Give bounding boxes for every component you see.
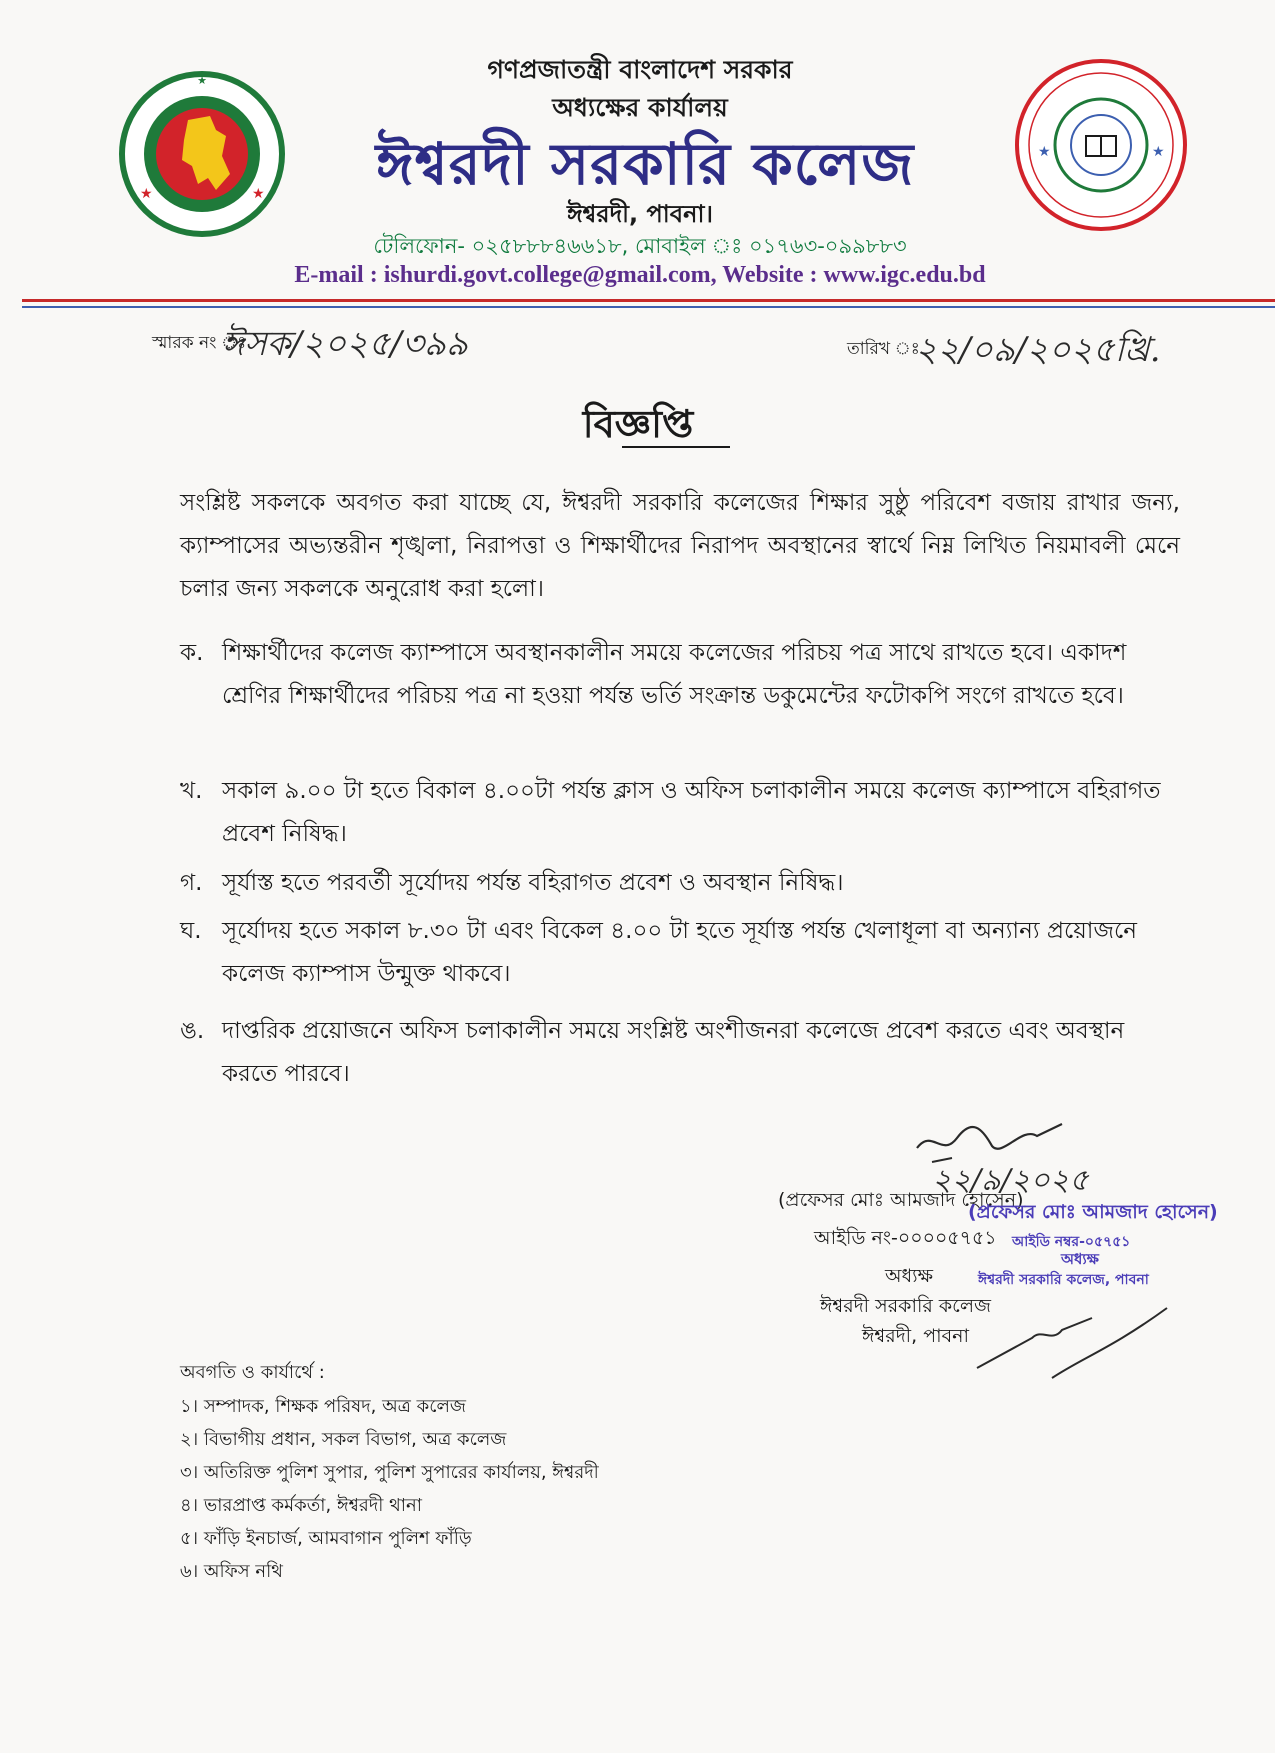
stamp-designation: অধ্যক্ষ: [1061, 1250, 1099, 1268]
rule-text: শিক্ষার্থীদের কলেজ ক্যাম্পাসে অবস্থানকালীন সময়ে কলেজের পরিচয় পত্র সাথে রাখতে হবে। একাদশ শ্রেণির শিক্ষার্থীদের পরিচয় পত্র না হওয়া পর্যন্ত ভর্তি সংক্রান্ত ডকুমেন্টের ফটোকপি সংগে রাখতে হবে।: [222, 640, 1127, 709]
distribution-item: ৫। ফাঁড়ি ইনচার্জ, আমবাগান পুলিশ ফাঁড়ি: [180, 1528, 472, 1549]
svg-text:★: ★: [1038, 144, 1051, 160]
header-divider-red: [22, 299, 1275, 302]
signatory-college: ঈশ্বরদী সরকারি কলেজ: [820, 1295, 991, 1317]
rule-text: সূর্যাস্ত হতে পরবর্তী সূর্যোদয় পর্যন্ত বহিরাগত প্রবেশ ও অবস্থান নিষিদ্ধ।: [222, 870, 844, 896]
distribution-item: ৬। অফিস নথি: [180, 1561, 283, 1582]
bangladesh-government-seal: [118, 70, 286, 238]
college-location: ঈশ্বরদী, পাবনা।: [567, 200, 713, 228]
rule-text: দাপ্তরিক প্রয়োজনে অফিস চলাকালীন সময়ে সংশ্লিষ্ট অংশীজনরা কলেজে প্রবেশ করতে এবং অবস্থান করতে পারবে।: [222, 1018, 1125, 1087]
title-underline: [622, 446, 730, 448]
government-title: গণপ্রজাতন্ত্রী বাংলাদেশ সরকার: [487, 55, 793, 84]
rules-list: [180, 632, 1180, 1102]
stamp-name: (প্রফেসর মোঃ আমজাদ হোসেন): [968, 1201, 1218, 1223]
distribution-title: অবগতি ও কার্যার্থে :: [180, 1362, 325, 1383]
svg-text:★: ★: [1152, 144, 1165, 160]
rule-marker: ক.: [180, 640, 204, 666]
rule-text: সকাল ৯.০০ টা হতে বিকাল ৪.০০টা পর্যন্ত ক্লাস ও অফিস চলাকালীন সময়ে কলেজ ক্যাম্পাসে বহিরাগত প্রবেশ নিষিদ্ধ।: [222, 778, 1161, 847]
rule-marker: ঘ.: [180, 918, 202, 944]
notice-intro: সংশ্লিষ্ট সকলকে অবগত করা যাচ্ছে যে, ঈশ্বরদী সরকারি কলেজের শিক্ষার সুষ্ঠু পরিবেশ বজায় রাখার জন্য, ক্যাম্পাসের অভ্যন্তরীন শৃঙ্খলা, নিরাপত্তা ও শিক্ষার্থীদের নিরাপদ অবস্থানের স্বার্থে নিম্ন লিখিত নিয়মাবলী মেনে চলার জন্য সকলকে অনুরোধ করা হলো।: [180, 490, 1180, 602]
memo-number: ঈসক/২০২৫/৩৯৯: [222, 324, 468, 364]
stamp-college: ঈশ্বরদী সরকারি কলেজ, পাবনা: [978, 1272, 1149, 1288]
rule-marker: গ.: [180, 870, 203, 896]
svg-text:★: ★: [197, 74, 207, 87]
rule-marker: খ.: [180, 778, 203, 804]
signatory-id: আইডি নং-০০০০৫৭৫১: [814, 1227, 997, 1249]
distribution-item: ৪। ভারপ্রাপ্ত কর্মকর্তা, ঈশ্বরদী থানা: [180, 1495, 422, 1516]
distribution-item: ৩। অতিরিক্ত পুলিশ সুপার, পুলিশ সুপারের কার্যালয়, ঈশ্বরদী: [180, 1462, 599, 1483]
notice-title: বিজ্ঞপ্তি: [582, 402, 694, 446]
notice-date: ২২/০৯/২০২৫খ্রি.: [915, 330, 1161, 370]
rule-marker: ঙ.: [180, 1018, 205, 1044]
svg-text:★: ★: [252, 186, 265, 202]
signatory-name: (প্রফেসর মোঃ আমজাদ হোসেন): [778, 1189, 1024, 1211]
signatory-place: ঈশ্বরদী, পাবনা: [862, 1325, 970, 1347]
contact-phone: টেলিফোন- ০২৫৮৮৮৪৬৬১৮, মোবাইল ঃ ০১৭৬৩-০৯৯৮৮৩: [373, 234, 907, 258]
handwritten-initial: [972, 1288, 1172, 1388]
rule-item: [180, 910, 1180, 1002]
college-name: ঈশ্বরদী সরকারি কলেজ: [375, 130, 915, 198]
distribution-list: [180, 1356, 880, 1588]
college-seal: [1012, 56, 1190, 234]
date-label: তারিখ ঃ: [847, 339, 920, 359]
office-title: অধ্যক্ষের কার্যালয়: [552, 93, 728, 122]
rule-item: [180, 1010, 1180, 1102]
signatory-designation: অধ্যক্ষ: [885, 1265, 934, 1287]
rule-item: [180, 770, 1180, 862]
rule-item: [180, 862, 1180, 910]
header-divider-blue: [22, 306, 1275, 308]
distribution-item: ১। সম্পাদক, শিক্ষক পরিষদ, অত্র কলেজ: [180, 1396, 466, 1417]
distribution-item: ২। বিভাগীয় প্রধান, সকল বিভাগ, অত্র কলেজ: [180, 1429, 507, 1450]
signature-date: ২২/৯/২০২৫: [932, 1163, 1089, 1198]
svg-text:★: ★: [140, 186, 153, 202]
stamp-id: আইডি নম্বর-০৫৭৫১: [1012, 1234, 1131, 1250]
memo-label: স্মারক নং ঃ: [152, 333, 247, 353]
contact-email-website: E-mail : ishurdi.govt.college@gmail.com, Website : www.igc.edu.bd: [294, 262, 986, 288]
rule-text: সূর্যোদয় হতে সকাল ৮.৩০ টা এবং বিকেল ৪.০০ টা হতে সূর্যাস্ত পর্যন্ত খেলাধূলা বা অন্যান্য প্রয়োজনে কলেজ ক্যাম্পাস উন্মুক্ত থাকবে।: [222, 918, 1137, 987]
rule-item: [180, 632, 1180, 770]
